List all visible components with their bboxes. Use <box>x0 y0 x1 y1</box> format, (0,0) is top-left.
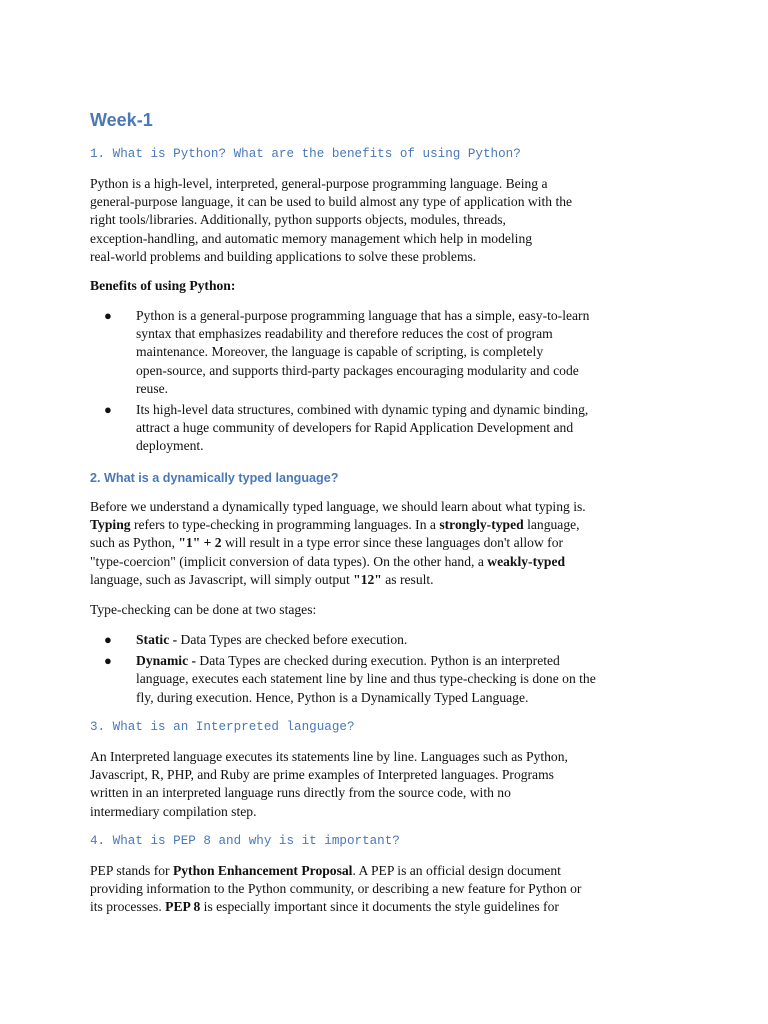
dynamic-item-line-3: fly, during execution. Hence, Python is a Dynamically Typed Language. <box>136 689 529 705</box>
dynamic-item-line-2: language, executes each statement line by line and thus type-checking is done on the <box>136 671 596 687</box>
q2-line-3 <box>90 534 680 552</box>
q2-line-3-text-a: such as Python, <box>90 535 179 551</box>
benefit-1-line-5: reuse. <box>136 380 169 396</box>
q2-line-5-text-a: language, such as Javascript, will simply output <box>90 571 354 587</box>
benefit-1-line-4: open-source, and supports third-party packages encouraging modularity and code <box>136 362 579 378</box>
q2-line-5-text-b: as result. <box>381 571 434 587</box>
q2-line-3-text-b: will result in a type error since these languages don't allow for <box>221 535 564 551</box>
list-item <box>90 631 680 649</box>
example-result: "12" <box>353 571 382 587</box>
q2-line-2-text-b: language, <box>523 517 580 533</box>
question-3-heading: 3. What is an Interpreted language? <box>90 720 355 734</box>
week-title: Week-1 <box>90 110 153 130</box>
question-2-heading: 2. What is a dynamically typed language? <box>90 471 339 485</box>
q1-line-2: general-purpose language, it can be used to build almost any type of application with the <box>90 194 573 210</box>
static-label: Static - <box>136 632 178 647</box>
list-item <box>90 401 680 456</box>
q4-line-3 <box>90 898 680 916</box>
q1-paragraph <box>90 175 680 266</box>
typing-term: Typing <box>90 517 131 533</box>
benefit-2-line-3: deployment. <box>136 438 204 454</box>
benefit-1-line-2: syntax that emphasizes readability and therefore reduces the cost of program <box>136 326 553 342</box>
q2-line-2-text-a: refers to type-checking in programming languages. In a <box>130 517 440 533</box>
benefit-1-line-3: maintenance. Moreover, the language is capable of scripting, is completely <box>136 344 544 360</box>
strongly-typed-term: strongly-typed <box>439 517 524 533</box>
q2-line-4-text: "type-coercion" (implicit conversion of data types). On the other hand, a <box>90 553 488 569</box>
pep8-term: PEP 8 <box>165 899 201 915</box>
q4-line-2: providing information to the Python community, or describing a new feature for Python or <box>90 881 582 897</box>
dynamic-label: Dynamic - <box>136 653 197 669</box>
q2-paragraph <box>90 498 680 589</box>
example-expression: "1" + 2 <box>178 535 222 551</box>
dynamic-text-1: Data Types are checked during execution. Python is an interpreted <box>196 653 560 669</box>
q4-line-1-text-b: . A PEP is an official design document <box>352 863 561 878</box>
q3-line-4: intermediary compilation step. <box>90 803 257 819</box>
bullet-icon: ● <box>104 653 112 669</box>
q2-line-5 <box>90 571 680 589</box>
bullet-icon: ● <box>104 308 112 323</box>
q1-line-5: real-world problems and building applications to solve these problems. <box>90 248 477 264</box>
static-item <box>136 631 680 649</box>
list-item <box>90 307 680 398</box>
q1-line-3: right tools/libraries. Additionally, python supports objects, modules, threads, <box>90 212 506 228</box>
static-text: Data Types are checked before execution. <box>177 632 408 647</box>
benefits-heading: Benefits of using Python: <box>90 278 236 293</box>
benefits-list <box>90 307 680 459</box>
benefit-1-line-1: Python is a general-purpose programming language that has a simple, easy-to-learn <box>136 308 590 323</box>
q2-line-1: Before we understand a dynamically typed language, we should learn about what typing is. <box>90 499 586 514</box>
list-item <box>90 652 680 707</box>
q1-line-1: Python is a high-level, interpreted, general-purpose programming language. Being a <box>90 176 548 191</box>
type-checking-list <box>90 631 680 710</box>
bullet-icon: ● <box>104 402 112 418</box>
benefit-2-line-1: Its high-level data structures, combined with dynamic typing and dynamic binding, <box>136 402 589 418</box>
q4-line-1 <box>90 862 680 880</box>
q3-line-3: written in an interpreted language runs directly from the source code, with no <box>90 785 511 801</box>
weakly-typed-term: weakly-typed <box>487 553 566 569</box>
q1-line-4: exception-handling, and automatic memory management which help in modeling <box>90 230 533 246</box>
q3-line-1: An Interpreted language executes its statements line by line. Languages such as Python, <box>90 749 568 764</box>
q4-line-3-text-a: its processes. <box>90 899 166 915</box>
benefit-2-line-2: attract a huge community of developers for Rapid Application Development and <box>136 420 574 436</box>
q4-paragraph <box>90 862 680 917</box>
q4-line-3-text-b: is especially important since it documents the style guidelines for <box>200 899 559 915</box>
q4-line-1-text-a: PEP stands for <box>90 863 173 878</box>
q3-line-2: Javascript, R, PHP, and Ruby are prime examples of Interpreted languages. Programs <box>90 767 554 783</box>
bullet-icon: ● <box>104 632 112 647</box>
q3-paragraph <box>90 748 680 821</box>
q2-line-2 <box>90 516 680 534</box>
type-checking-stages-text: Type-checking can be done at two stages: <box>90 602 317 617</box>
dynamic-item-line-1 <box>136 652 680 670</box>
pep-expansion: Python Enhancement Proposal <box>172 863 353 878</box>
question-4-heading: 4. What is PEP 8 and why is it important? <box>90 834 400 848</box>
question-1-heading: 1. What is Python? What are the benefits of using Python? <box>90 147 521 161</box>
q2-line-4 <box>90 553 680 571</box>
